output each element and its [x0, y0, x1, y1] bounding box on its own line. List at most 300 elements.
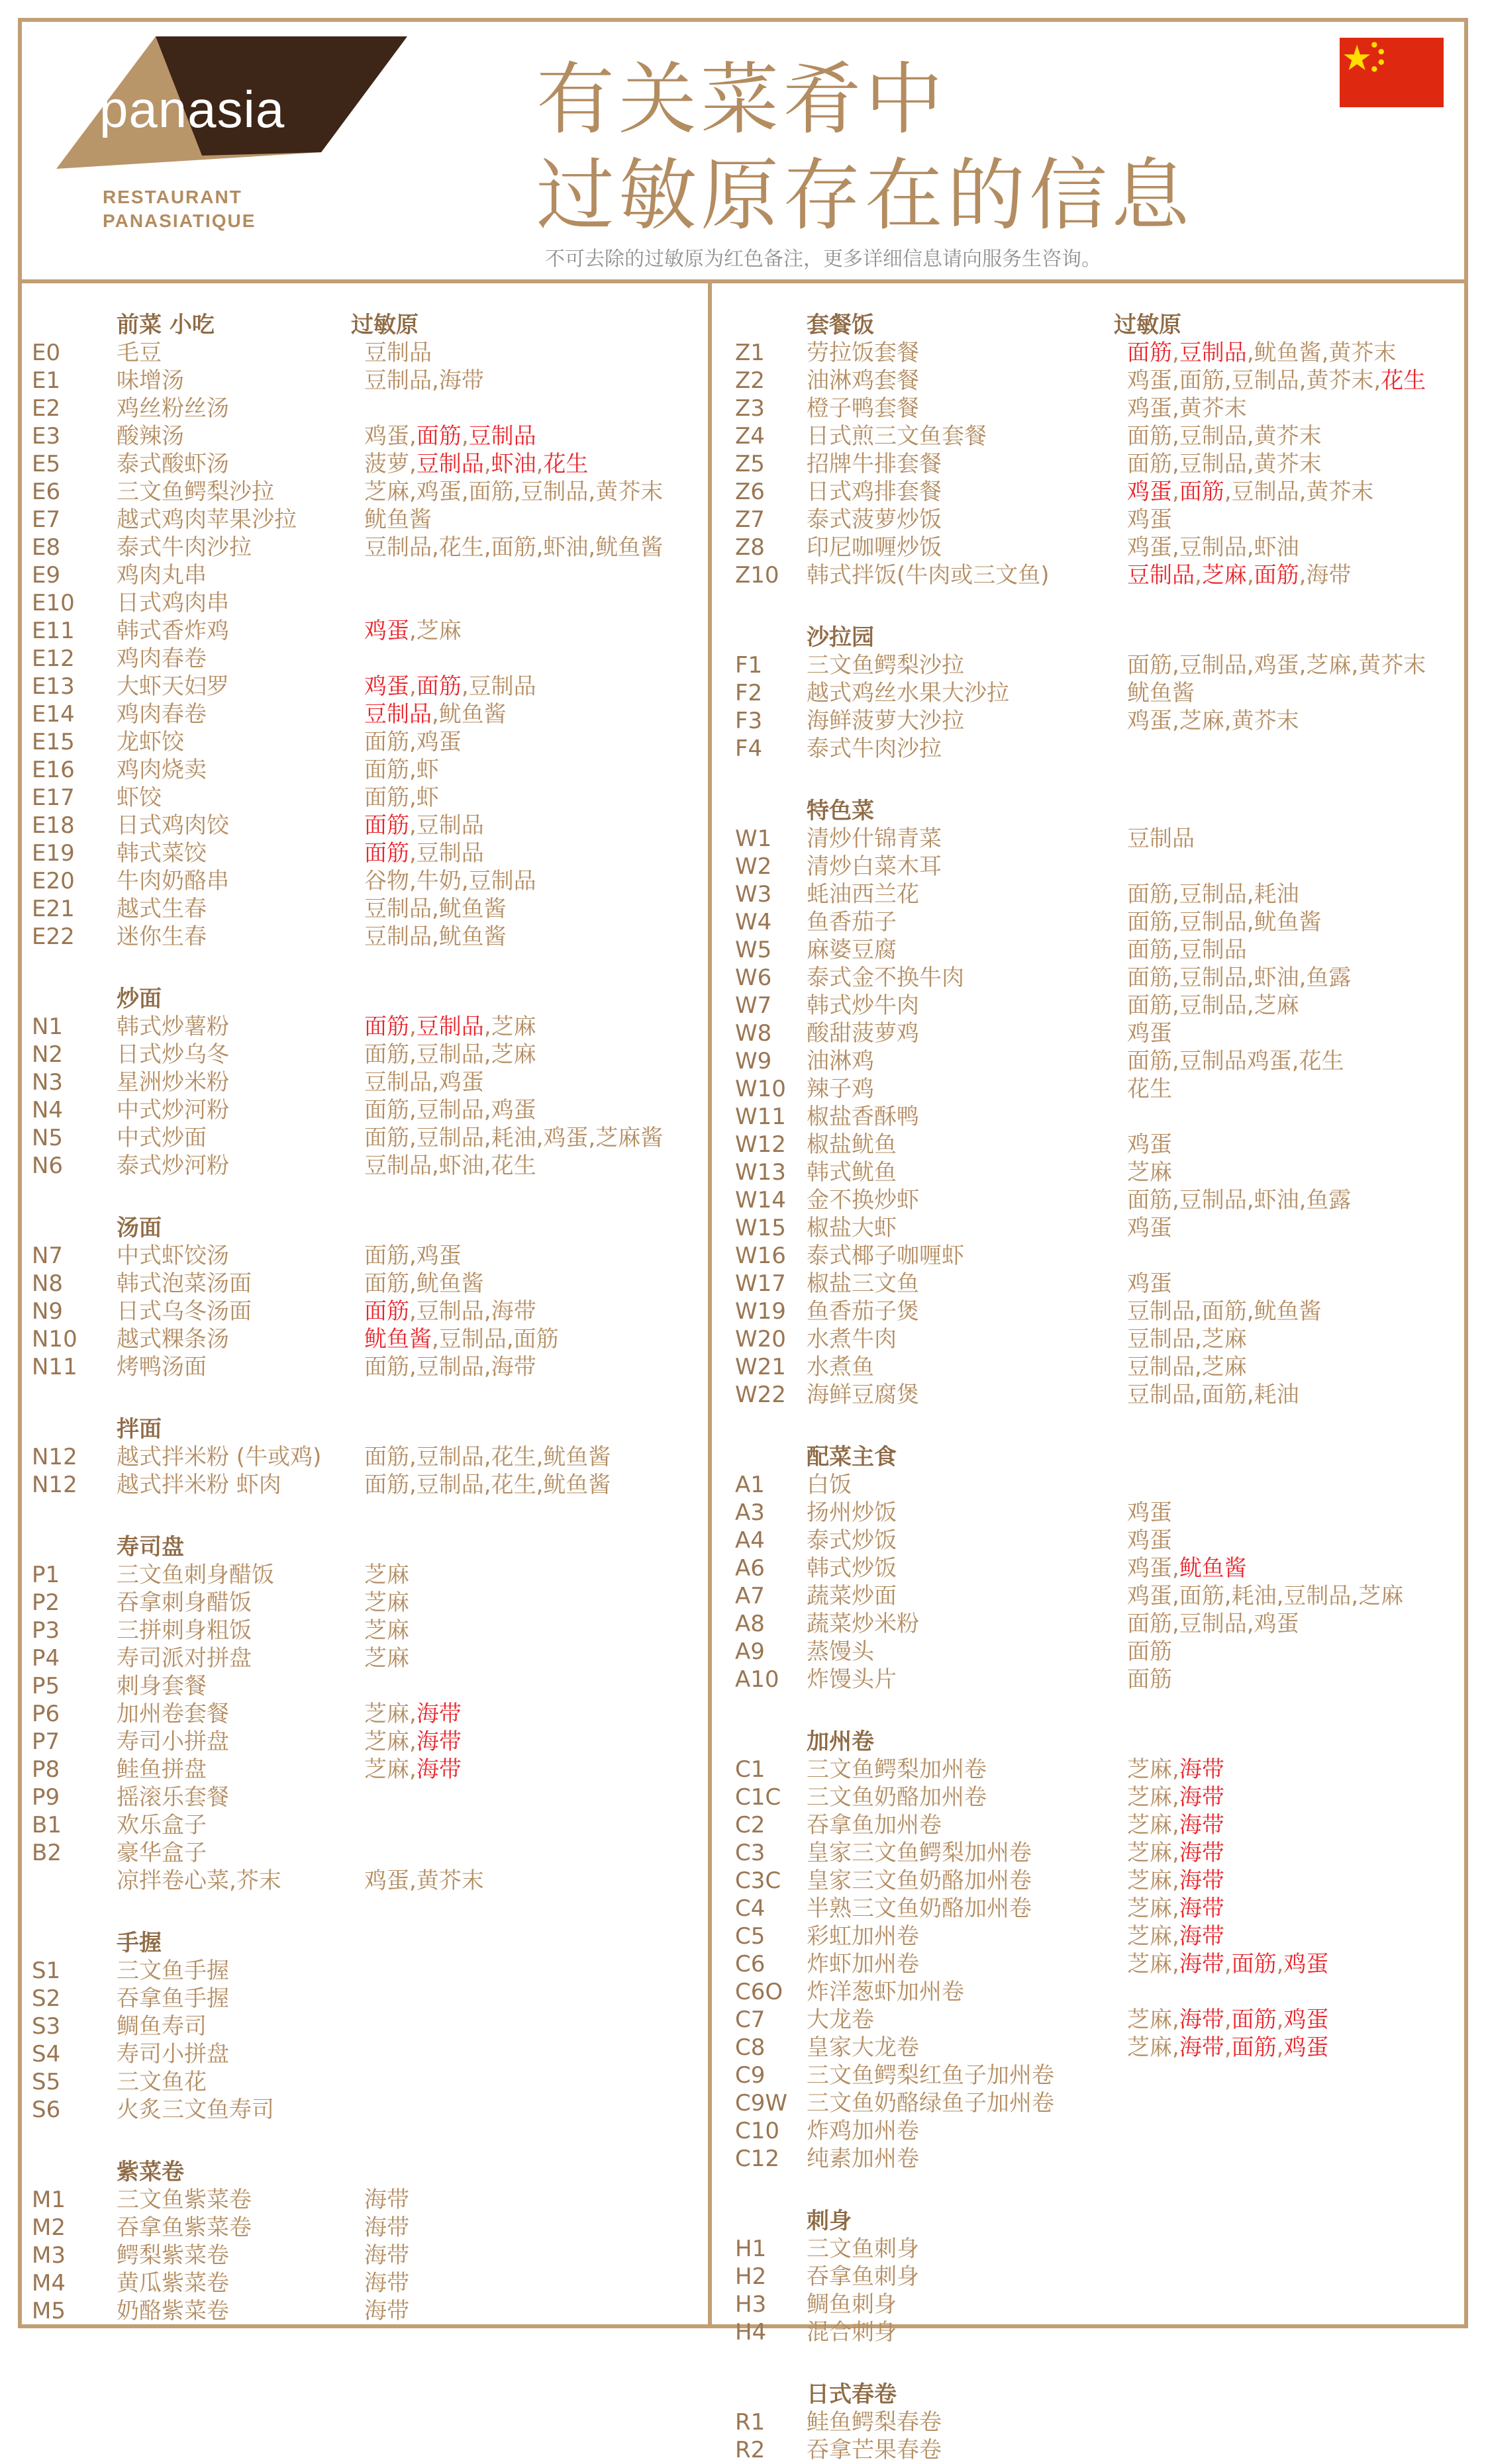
menu-item-row — [735, 1811, 1463, 1839]
item-code: E22 — [32, 924, 75, 950]
allergen-text: 面筋,鸡蛋 — [364, 1243, 462, 1269]
allergen-nonremovable: 海带 — [1179, 1840, 1224, 1866]
item-name: 越式生春 — [117, 896, 207, 922]
item-code: C6 — [735, 1951, 766, 1977]
allergen-text: 面筋,鸡蛋 — [364, 729, 462, 755]
item-name: 日式乌冬汤面 — [117, 1298, 252, 1325]
item-name: 劳拉饭套餐 — [807, 340, 919, 366]
allergen-text: ,豆制品 — [461, 673, 536, 700]
allergen-text: 谷物,牛奶,豆制品 — [364, 868, 536, 894]
menu-item-row — [735, 1103, 1463, 1131]
menu-item-row — [32, 645, 701, 673]
item-code: R2 — [735, 2437, 766, 2463]
item-code: W5 — [735, 937, 772, 963]
allergen-nonremovable: 海带 — [1179, 1868, 1224, 1894]
item-allergens — [1127, 367, 1426, 395]
item-code: E14 — [32, 701, 75, 728]
menu-item-row — [32, 1298, 701, 1325]
item-code: W4 — [735, 909, 772, 935]
item-code: W21 — [735, 1354, 786, 1380]
item-allergens — [1127, 2006, 1328, 2034]
item-name: 韩式拌饭(牛肉或三文鱼) — [807, 562, 1050, 589]
item-name: 鲑鱼拼盘 — [117, 1756, 207, 1783]
menu-item-row — [735, 1867, 1463, 1895]
item-code: A9 — [735, 1638, 765, 1665]
menu-item-row — [735, 679, 1463, 707]
allergen-text: 鸡蛋,豆制品,虾油 — [1127, 534, 1299, 561]
item-name: 日式鸡肉饺 — [117, 812, 229, 839]
item-name: 日式鸡肉串 — [117, 590, 229, 616]
item-name: 酸甜菠萝鸡 — [807, 1020, 919, 1047]
allergen-text: , — [483, 451, 491, 477]
allergen-nonremovable: 芝麻 — [1201, 562, 1247, 589]
allergen-text: 鸡蛋 — [1127, 1131, 1172, 1158]
menu-item-row — [735, 506, 1463, 534]
item-allergens — [364, 1096, 536, 1124]
allergen-text: , — [1195, 562, 1202, 589]
item-allergens — [1127, 880, 1299, 908]
allergen-nonremovable: 虾油 — [491, 451, 536, 477]
menu-item-row — [32, 1270, 701, 1298]
item-allergens — [364, 1644, 409, 1672]
item-allergens — [1127, 2034, 1328, 2061]
item-name: 吞拿鱼加州卷 — [807, 1812, 942, 1838]
item-code: E2 — [32, 395, 61, 422]
allergen-text: 面筋,豆制品,花生,鱿鱼酱 — [364, 1444, 611, 1470]
item-allergens — [364, 1443, 611, 1471]
item-allergens — [1127, 506, 1172, 534]
item-allergens — [364, 1325, 559, 1353]
item-code: C12 — [735, 2146, 780, 2172]
item-allergens — [1127, 936, 1247, 964]
item-allergens — [1127, 339, 1396, 367]
allergen-text: 鸡蛋,芝麻,黄芥末 — [1127, 708, 1299, 734]
menu-item-row — [32, 1152, 701, 1180]
item-code: W10 — [735, 1076, 786, 1102]
allergen-text: 芝麻 — [364, 1617, 409, 1644]
item-code: E1 — [32, 367, 61, 394]
allergen-text: ,豆制品,黄芥末 — [1224, 479, 1374, 505]
item-code: E20 — [32, 868, 75, 894]
allergen-nonremovable: 豆制品 — [1127, 562, 1195, 589]
menu-item-row — [735, 1783, 1463, 1811]
item-name: 炸虾加州卷 — [807, 1951, 919, 1977]
menu-item-row — [32, 1443, 701, 1471]
item-code: C5 — [735, 1923, 766, 1950]
allergen-nonremovable: 鸡蛋 — [1283, 2034, 1329, 2061]
item-allergens — [1127, 1610, 1299, 1638]
allergen-text: , — [1246, 562, 1254, 589]
allergen-text: 鸡蛋,黄芥末 — [1127, 395, 1247, 422]
allergen-text: 芝麻, — [364, 1756, 417, 1783]
allergen-header: 过敏原 — [1114, 312, 1181, 338]
allergen-text: 芝麻, — [1127, 1812, 1179, 1838]
item-allergens — [1127, 1499, 1172, 1527]
item-allergens — [1127, 1582, 1403, 1610]
item-allergens — [1127, 1325, 1247, 1353]
item-code: W17 — [735, 1270, 786, 1297]
item-name: 越式拌米粉 (牛或鸡) — [117, 1444, 322, 1470]
item-allergens — [1127, 908, 1322, 936]
allergen-nonremovable: 海带 — [1179, 1895, 1224, 1922]
item-allergens — [1127, 1298, 1322, 1325]
item-allergens — [1127, 1186, 1351, 1214]
header-divider — [18, 279, 1468, 283]
item-code: E11 — [32, 618, 75, 644]
item-name: 橙子鸭套餐 — [807, 395, 919, 422]
menu-item-row — [735, 1978, 1463, 2006]
menu-item-row — [735, 561, 1463, 589]
item-code: E6 — [32, 479, 61, 505]
item-allergens — [364, 450, 588, 478]
menu-item-row — [735, 2436, 1463, 2464]
item-code: Z10 — [735, 562, 779, 589]
allergen-text: 海带 — [364, 2242, 409, 2269]
item-name: 鸡丝粉丝汤 — [117, 395, 229, 422]
item-code: E21 — [32, 896, 75, 922]
item-allergens — [1127, 992, 1299, 1019]
allergen-text: 豆制品,面筋,耗油 — [1127, 1382, 1299, 1408]
item-code: E9 — [32, 562, 61, 589]
menu-item-row — [735, 707, 1463, 735]
allergen-nonremovable: 豆制品 — [468, 423, 536, 450]
item-name: 三文鱼鳄梨沙拉 — [807, 652, 964, 679]
allergen-nonremovable: 鱿鱼酱 — [364, 1326, 432, 1352]
item-name: 油淋鸡套餐 — [807, 367, 919, 394]
item-allergens — [1127, 679, 1195, 707]
item-code: P7 — [32, 1729, 60, 1755]
menu-item-row — [735, 1047, 1463, 1075]
item-name: 鸡肉春卷 — [117, 645, 207, 672]
item-code: H4 — [735, 2319, 767, 2346]
item-allergens — [364, 534, 663, 561]
item-name: 越式鸡丝水果大沙拉 — [807, 680, 1009, 706]
allergen-text: 鸡蛋 — [1127, 1527, 1172, 1554]
item-code: C9W — [735, 2090, 787, 2116]
allergen-text: 鱿鱼酱 — [1127, 680, 1195, 706]
allergen-text: 面筋 — [1127, 1638, 1172, 1665]
allergen-nonremovable: 海带 — [1179, 1923, 1224, 1950]
allergen-text: 芝麻 — [364, 1645, 409, 1672]
item-allergens — [1127, 1019, 1172, 1047]
item-allergens — [1127, 1047, 1344, 1075]
item-name: 炸馒头片 — [807, 1666, 897, 1693]
menu-item-row — [32, 1957, 701, 1985]
allergen-nonremovable: 海带 — [1179, 2034, 1224, 2061]
item-name: 鲷鱼寿司 — [117, 2013, 207, 2040]
item-name: 寿司派对拼盘 — [117, 1645, 252, 1672]
allergen-text: ,鱿鱼酱,黄芥末 — [1246, 340, 1397, 366]
allergen-text: ,豆制品,海带 — [409, 1298, 536, 1325]
item-name: 半熟三文鱼奶酪加州卷 — [807, 1895, 1032, 1922]
allergen-nonremovable: 鸡蛋 — [1283, 1951, 1329, 1977]
menu-item-row — [32, 1325, 701, 1353]
item-allergens — [364, 2269, 409, 2297]
item-name: 鱼香茄子 — [807, 909, 897, 935]
item-code: N5 — [32, 1125, 64, 1151]
menu-item-row — [735, 1186, 1463, 1214]
logo-line2: PANASIATIQUE — [103, 211, 256, 231]
item-code: C1 — [735, 1756, 766, 1783]
allergen-text: 芝麻 — [364, 1562, 409, 1588]
item-allergens — [1127, 395, 1247, 422]
item-name: 白饭 — [807, 1472, 852, 1498]
item-name: 黄瓜紫菜卷 — [117, 2270, 229, 2297]
item-allergens — [364, 756, 439, 784]
menu-item-row — [32, 1013, 701, 1041]
item-name: 金不换炒虾 — [807, 1187, 919, 1213]
item-name: 彩虹加州卷 — [807, 1923, 919, 1950]
allergen-text: 鸡蛋,面筋,耗油,豆制品,芝麻 — [1127, 1583, 1404, 1609]
item-allergens — [364, 923, 507, 951]
item-code: S5 — [32, 2069, 61, 2095]
section-title: 前菜 小吃 — [117, 312, 215, 338]
item-code: N3 — [32, 1069, 64, 1096]
item-name: 鳄梨紫菜卷 — [117, 2242, 229, 2269]
allergen-text: 面筋,豆制品,芝麻 — [1127, 992, 1299, 1019]
item-code: S3 — [32, 2013, 61, 2040]
allergen-text: 芝麻, — [364, 1701, 417, 1727]
item-code: C6O — [735, 1979, 783, 2005]
item-code: S4 — [32, 2041, 61, 2067]
item-code: N11 — [32, 1354, 77, 1380]
item-name: 欢乐盒子 — [117, 1812, 207, 1838]
section-title: 套餐饭 — [807, 312, 874, 338]
menu-item-row — [735, 1075, 1463, 1103]
allergen-text: 海带 — [364, 2270, 409, 2297]
item-allergens — [364, 1756, 462, 1783]
item-code: C3 — [735, 1840, 766, 1866]
menu-item-row — [32, 1644, 701, 1672]
item-allergens — [364, 1013, 536, 1041]
allergen-text: , — [1172, 479, 1179, 505]
allergen-nonremovable: 面筋 — [1127, 340, 1172, 366]
item-code: M2 — [32, 2214, 66, 2241]
allergen-nonremovable: 面筋 — [416, 423, 462, 450]
item-allergens — [1127, 651, 1426, 679]
allergen-text: 豆制品,海带 — [364, 367, 484, 394]
section-title: 炒面 — [117, 986, 162, 1012]
menu-item-row — [735, 2408, 1463, 2436]
item-allergens — [364, 867, 536, 895]
item-name: 皇家大龙卷 — [807, 2034, 919, 2061]
item-code: E17 — [32, 784, 75, 811]
menu-item-row — [32, 1041, 701, 1068]
item-allergens — [1127, 1159, 1172, 1186]
item-name: 龙虾饺 — [117, 729, 184, 755]
menu-item-row — [32, 1839, 701, 1867]
item-code: M3 — [32, 2242, 66, 2269]
item-allergens — [364, 1124, 663, 1152]
menu-item-row — [735, 2145, 1463, 2173]
item-allergens — [364, 1700, 462, 1728]
item-code: M4 — [32, 2270, 66, 2297]
allergen-text: 豆制品 — [364, 340, 432, 366]
item-name: 中式炒面 — [117, 1125, 207, 1151]
item-name: 鱼香茄子煲 — [807, 1298, 919, 1325]
allergen-text: 面筋,豆制品,虾油,鱼露 — [1127, 965, 1352, 991]
item-name: 迷你生春 — [117, 924, 207, 950]
allergen-text: 豆制品,芝麻 — [1127, 1354, 1247, 1380]
item-name: 三文鱼刺身醋饭 — [117, 1562, 274, 1588]
menu-item-row — [735, 964, 1463, 992]
item-code: P5 — [32, 1673, 60, 1699]
menu-item-row — [735, 534, 1463, 561]
item-name: 三文鱼奶酪绿鱼子加州卷 — [807, 2090, 1054, 2116]
item-code: F3 — [735, 708, 763, 734]
item-code: E16 — [32, 757, 75, 783]
item-name: 椒盐鱿鱼 — [807, 1131, 897, 1158]
allergen-text: ,豆制品,面筋 — [432, 1326, 559, 1352]
item-name: 泰式菠萝炒饭 — [807, 506, 942, 533]
item-allergens — [364, 2297, 409, 2325]
item-code: W9 — [735, 1048, 772, 1074]
item-allergens — [364, 1068, 484, 1096]
china-flag-icon — [1340, 38, 1444, 107]
item-name: 水煮牛肉 — [807, 1326, 897, 1352]
item-allergens — [1127, 561, 1351, 589]
allergen-text: 面筋,豆制品,花生,鱿鱼酱 — [364, 1472, 611, 1498]
item-code: P3 — [32, 1617, 60, 1644]
menu-item-row — [32, 923, 701, 951]
menu-item-row — [32, 812, 701, 839]
item-code: E19 — [32, 840, 75, 867]
item-name: 皇家三文鱼奶酪加州卷 — [807, 1868, 1032, 1894]
item-name: 毛豆 — [117, 340, 162, 366]
allergen-text: 面筋,豆制品,鸡蛋 — [364, 1097, 536, 1123]
item-name: 星洲炒米粉 — [117, 1069, 229, 1096]
item-allergens — [364, 1867, 484, 1895]
item-allergens — [1127, 478, 1373, 506]
allergen-text: 面筋 — [1127, 1666, 1172, 1693]
item-allergens — [364, 367, 484, 395]
allergen-text: , — [1224, 2007, 1232, 2033]
item-code: C4 — [735, 1895, 766, 1922]
item-allergens — [1127, 1075, 1172, 1103]
menu-item-row — [735, 1554, 1463, 1582]
item-code: R1 — [735, 2409, 766, 2436]
item-name: 寿司小拼盘 — [117, 1729, 229, 1755]
menu-item-row — [32, 1756, 701, 1783]
menu-item-row — [32, 395, 701, 422]
item-name: 三文鱼鳄梨加州卷 — [807, 1756, 987, 1783]
allergen-text: 芝麻, — [1127, 1923, 1179, 1950]
item-code: W20 — [735, 1326, 786, 1352]
item-name: 大龙卷 — [807, 2007, 874, 2033]
item-allergens — [364, 2214, 409, 2242]
item-allergens — [364, 1353, 536, 1381]
menu-item-row — [735, 1839, 1463, 1867]
menu-item-row — [735, 2061, 1463, 2089]
menu-item-row — [32, 1096, 701, 1124]
item-name: 混合刺身 — [807, 2319, 897, 2346]
item-allergens — [364, 673, 536, 700]
allergen-text: 芝麻, — [1127, 1840, 1179, 1866]
item-name: 越式拌米粉 虾肉 — [117, 1472, 281, 1498]
item-name: 吞拿芒果春卷 — [807, 2437, 942, 2463]
item-code: A1 — [735, 1472, 765, 1498]
allergen-text: 面筋,豆制品,鸡蛋,芝麻,黄芥末 — [1127, 652, 1426, 679]
menu-item-row — [735, 2263, 1463, 2291]
allergen-text: 面筋,豆制品,海带 — [364, 1354, 536, 1380]
item-name: 椒盐大虾 — [807, 1215, 897, 1241]
item-name: 泰式金不换牛肉 — [807, 965, 964, 991]
item-code: C1C — [735, 1784, 781, 1811]
menu-item-row — [32, 2040, 701, 2068]
item-name: 辣子鸡 — [807, 1076, 874, 1102]
item-allergens — [364, 339, 432, 367]
menu-item-row — [735, 651, 1463, 679]
item-code: E3 — [32, 423, 61, 450]
item-code: Z6 — [735, 479, 765, 505]
item-code: E13 — [32, 673, 75, 700]
item-name: 海鲜菠萝大沙拉 — [807, 708, 964, 734]
allergen-text: 鸡蛋 — [1127, 1020, 1172, 1047]
menu-item-row — [32, 867, 701, 895]
allergen-text: 鸡蛋, — [364, 423, 417, 450]
menu-item-row — [32, 1985, 701, 2013]
item-code: E5 — [32, 451, 61, 477]
item-name: 日式煎三文鱼套餐 — [807, 423, 987, 450]
menu-item-row — [735, 2117, 1463, 2145]
item-code: E0 — [32, 340, 61, 366]
item-name: 泰式炒河粉 — [117, 1153, 229, 1179]
allergen-text: 豆制品,鱿鱼酱 — [364, 896, 507, 922]
section-title: 日式春卷 — [807, 2381, 897, 2408]
item-code: W14 — [735, 1187, 786, 1213]
menu-item-row — [32, 895, 701, 923]
item-code: N7 — [32, 1243, 64, 1269]
menu-item-row — [32, 367, 701, 395]
item-code: F1 — [735, 652, 763, 679]
item-allergens — [364, 617, 462, 645]
allergen-nonremovable: 鱿鱼酱 — [1179, 1555, 1247, 1582]
menu-item-row — [735, 1638, 1463, 1666]
allergen-nonremovable: 海带 — [1179, 2007, 1224, 2033]
item-allergens — [364, 839, 484, 867]
item-allergens — [1127, 1811, 1224, 1839]
item-allergens — [364, 1617, 409, 1644]
menu-item-row — [32, 700, 701, 728]
allergen-nonremovable: 面筋 — [1231, 2007, 1277, 2033]
item-allergens — [1127, 1353, 1247, 1381]
item-allergens — [364, 2242, 409, 2269]
allergen-nonremovable: 海带 — [416, 1701, 462, 1727]
menu-item-row — [32, 839, 701, 867]
item-name: 油淋鸡 — [807, 1048, 874, 1074]
item-code: A6 — [735, 1555, 765, 1582]
item-name: 吞拿刺身醋饭 — [117, 1589, 252, 1616]
allergen-text: 芝麻, — [1127, 1756, 1179, 1783]
allergen-text: 鸡蛋 — [1127, 1215, 1172, 1241]
item-code: B1 — [32, 1812, 62, 1838]
item-allergens — [1127, 1270, 1172, 1298]
item-code: W7 — [735, 992, 772, 1019]
menu-item-row — [735, 936, 1463, 964]
allergen-text: 海带 — [364, 2214, 409, 2241]
allergen-text: , — [1224, 1951, 1232, 1977]
allergen-text: 面筋,豆制品,耗油 — [1127, 881, 1299, 908]
allergen-text: 面筋,虾 — [364, 784, 439, 811]
item-code: W13 — [735, 1159, 786, 1186]
menu-item-row — [32, 1811, 701, 1839]
allergen-text: 面筋,豆制品,黄芥末 — [1127, 451, 1322, 477]
allergen-nonremovable: 面筋 — [1231, 2034, 1277, 2061]
item-allergens — [364, 1561, 409, 1589]
section-title: 刺身 — [807, 2208, 852, 2234]
section-title: 拌面 — [117, 1416, 162, 1443]
allergen-text: ,豆制品 — [409, 812, 484, 839]
